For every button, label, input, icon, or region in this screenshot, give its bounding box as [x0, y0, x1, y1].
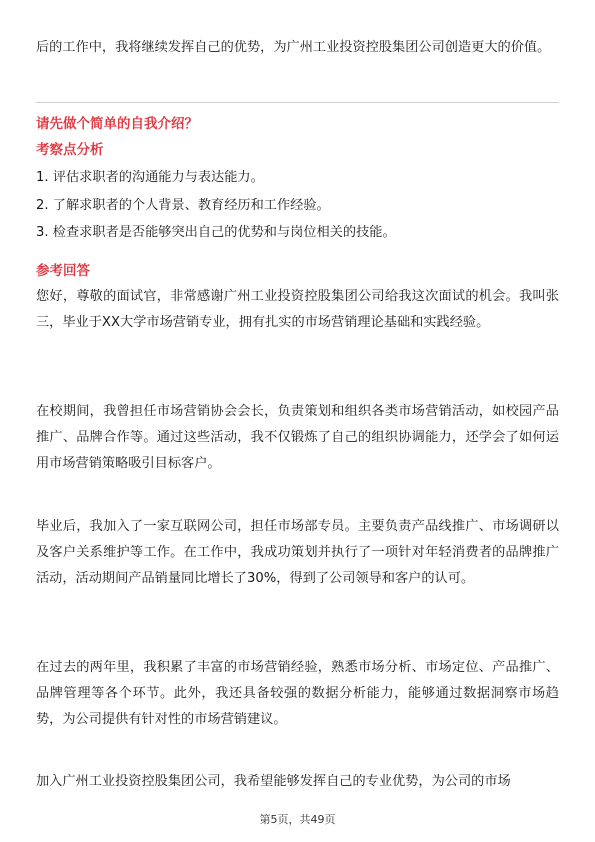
- paragraph: 毕业后，我加入了一家互联网公司，担任市场部专员。主要负责产品线推广、市场调研以及客户关系维护等工作。在工作中，我成功策划并执行了一项针对年轻消费者的品牌推广活动，活动期间产品销量同比增长了30%，得到了公司领导和客户的认可。: [36, 519, 559, 586]
- paragraph: 在过去的两年里，我积累了丰富的市场营销经验，熟悉市场分析、市场定位、产品推广、品牌管理等各个环节。此外，我还具备较强的数据分析能力，能够通过数据洞察市场趋势，为公司提供有针对性的市场营销建议。: [36, 660, 559, 727]
- analysis-heading: 考察点分析: [36, 142, 104, 158]
- paragraph: 在校期间，我曾担任市场营销协会会长，负责策划和组织各类市场营销活动，如校园产品推广、品牌合作等。通过这些活动，我不仅锻炼了自己的组织协调能力，还学会了如何运用市场营销策略吸引目标客户。: [36, 404, 559, 471]
- answer-paragraph: [36, 655, 559, 733]
- section-divider: [36, 102, 559, 103]
- list-item: 1. 评估求职者的沟通能力与表达能力。: [36, 170, 264, 185]
- document-page: [36, 0, 559, 842]
- answer-paragraph: [36, 514, 559, 592]
- paragraph: 后的工作中，我将继续发挥自己的优势，为广州工业投资控股集团公司创造更大的价值。: [36, 40, 551, 55]
- analysis-list: [36, 164, 559, 247]
- previous-answer-tail: [36, 35, 559, 61]
- page-number-footer: 第5页，共49页: [259, 813, 336, 826]
- list-item: 2. 了解求职者的个人背景、教育经历和工作经验。: [36, 197, 330, 213]
- answer-paragraph: [36, 769, 559, 795]
- answer-paragraph: [36, 399, 559, 477]
- paragraph: 您好，尊敬的面试官，非常感谢广州工业投资控股集团公司给我这次面试的机会。我叫张三，毕业于XX大学市场营销专业，拥有扎实的市场营销理论基础和实践经验。: [36, 289, 559, 330]
- answer-heading: 参考回答: [36, 263, 90, 279]
- question-heading: 请先做个简单的自我介绍？: [36, 116, 198, 132]
- paragraph: 加入广州工业投资控股集团公司，我希望能够发挥自己的专业优势，为公司的市场: [36, 774, 511, 789]
- answer-paragraph: [36, 284, 559, 336]
- list-item: 3. 检查求职者是否能够突出自己的优势和与岗位相关的技能。: [36, 225, 396, 240]
